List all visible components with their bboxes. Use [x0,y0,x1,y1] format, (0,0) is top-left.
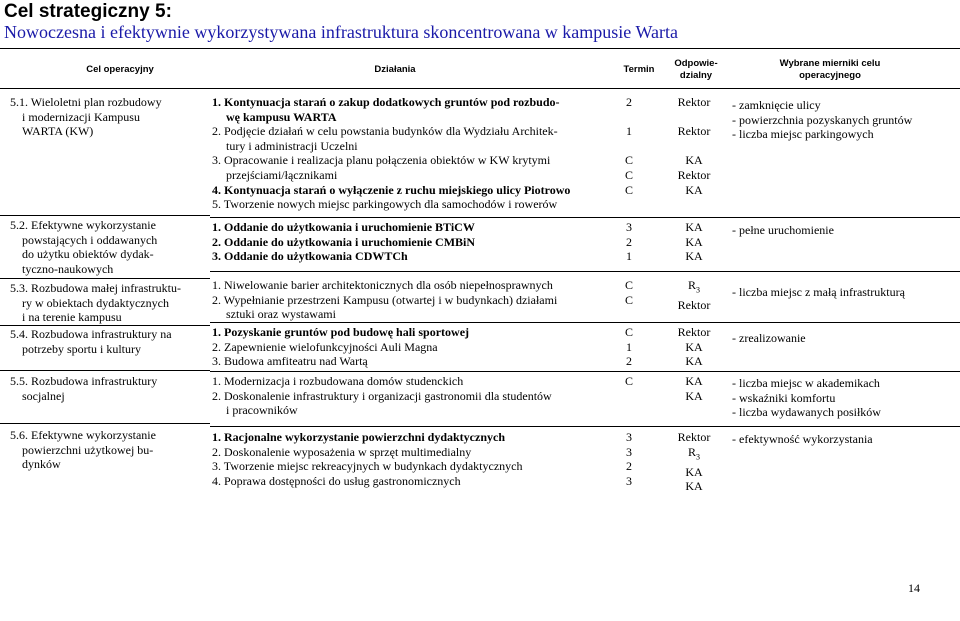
responsible-5-4: Rektor KA KA [677,325,711,369]
header-term: Termin [623,64,655,75]
document-subtitle: Nowoczesna i efektywnie wykorzystywana infrastruktura skoncentrowana w kampusie Warta [4,22,678,42]
terms-5-1: 2 1 C C C [624,95,633,197]
responsible-5-3: $R_3$ Rektor [664,278,724,313]
actions-5-3: 1. Niwelowanie barier architektonicznych dla osób niepełnosprawnych 2. Wypełnianie przestrzeni Kampusu (otwartej i w budynkach) działami sztuki oraz wystawami [212,278,558,322]
measures-5-4: - zrealizowanie [732,331,806,345]
actions-5-1: 1. Kontynuacja starań o zakup dodatkowych gruntów pod rozbudo- wę kampusu WARTA 2. Podjęcie działań w celu powstania budynków dla Wydziału Architek- tury i administracji Uczelni 3. Opracowanie i realizacja planu połączenia obiektów w KW krytymi przejściami/łącznikami 4. Kontynuacja starań o wyłączenie z ruchu miejskiego ulicy Piotrowo 5. Tworzenie nowych miejsc parkingowych dla samochodów i rowerów [212,95,571,212]
measures-5-5: - liczba miejsc w akademikach - wskaźniki komfortu - liczba wydawanych posiłków [732,376,881,420]
header-actions: Działania [374,64,416,75]
objective-5-2: 5.2. Efektywne wykorzystanie powstających i oddawanych do użytku obiektów dydak- tyczno-naukowych [10,218,158,276]
row-separator [210,371,960,372]
header-bottom-rule [0,88,960,89]
terms-5-6: 3 3 2 3 [626,430,632,488]
row-separator [0,423,210,424]
row-separator [0,325,210,326]
objective-5-6: 5.6. Efektywne wykorzystanie powierzchni użytkowej bu- dynków [10,428,156,472]
row-separator [210,217,960,218]
document-title: Cel strategiczny 5: [4,1,172,22]
actions-5-5: 1. Modernizacja i rozbudowana domów studenckich 2. Doskonalenie infrastruktury i organizacji gastronomii dla studentów i pracowników [212,374,552,418]
responsible-r3: $R_3$ [687,278,700,295]
responsible-5-5: KA KA [685,374,703,403]
measures-5-6: - efektywność wykorzystania [732,432,873,446]
row-separator [0,278,210,279]
terms-5-5: C [624,374,633,388]
measures-5-2: - pełne uruchomienie [732,223,834,237]
objective-5-3: 5.3. Rozbudowa małej infrastruktu- ry w obiektach dydaktycznych i na terenie kampusu [10,281,181,325]
row-separator [210,271,960,272]
row-separator [210,426,960,427]
responsible-5-6: Rektor $R_3$ KA KA [664,430,724,494]
objective-5-1: 5.1. Wieloletni plan rozbudowy i modernizacji Kampusu WARTA (KW) [10,95,162,139]
actions-5-2: 1. Oddanie do użytkowania i uruchomienie BTiCW 2. Oddanie do użytkowania i uruchomienie CMBiN 3. Oddanie do użytkowania CDWTCh [212,220,476,264]
header-measures: Wybrane mierniki celu operacyjnego [779,58,881,81]
row-separator [0,215,210,216]
objective-5-4: 5.4. Rozbudowa infrastruktury na potrzeby sportu i kultury [10,327,172,356]
responsible-r3: $R_3$ [687,444,700,461]
row-separator [0,370,210,371]
header-responsible: Odpowie-dzialny [674,58,718,81]
responsible-5-2: KA KA KA [685,220,703,264]
row-separator [210,322,960,323]
responsible-5-1: Rektor Rektor KA Rektor KA [677,95,711,197]
header-top-rule [0,48,960,49]
objective-5-5: 5.5. Rozbudowa infrastruktury socjalnej [10,374,158,403]
actions-5-4: 1. Pozyskanie gruntów pod budowę hali sportowej 2. Zapewnienie wielofunkcyjności Auli Magna 3. Budowa amfiteatru nad Wartą [212,325,470,369]
measures-5-3: - liczba miejsc z małą infrastrukturą [732,285,905,299]
page-number: 14 [908,581,920,595]
terms-5-3: C C [624,278,633,307]
terms-5-2: 3 2 1 [626,220,632,264]
measures-5-1: - zamknięcie ulicy - powierzchnia pozyskanych gruntów - liczba miejsc parkingowych [732,98,913,142]
terms-5-4: C 1 2 [624,325,633,369]
header-objective: Cel operacyjny [86,64,154,75]
actions-5-6: 1. Racjonalne wykorzystanie powierzchni dydaktycznych 2. Doskonalenie wyposażenia w sprzęt multimedialny 3. Tworzenie miejsc rekreacyjnych w budynkach dydaktycznych 4. Poprawa dostępności do usług gastronomicznych [212,430,523,488]
